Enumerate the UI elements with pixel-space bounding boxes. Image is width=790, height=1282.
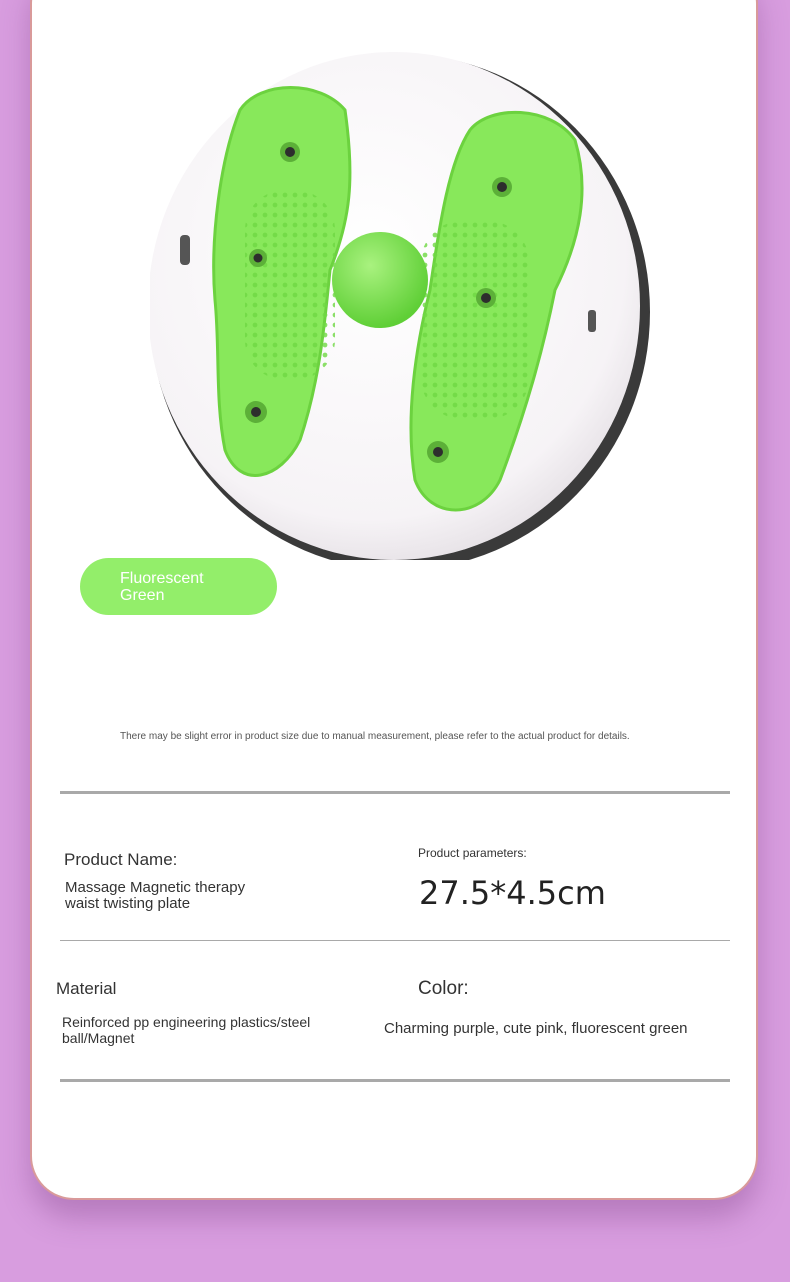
color-tag-label: Fluorescent Green — [120, 570, 204, 604]
color-tag — [80, 558, 277, 615]
color-label: Color: — [418, 978, 469, 999]
product-name-label: Product Name: — [64, 850, 178, 869]
parameters-value: 27.5*4.5cm — [419, 874, 606, 912]
divider-middle — [60, 940, 730, 941]
material-label: Material — [56, 979, 117, 998]
parameters-label: Product parameters: — [418, 846, 527, 860]
color-value: Charming purple, cute pink, fluorescent green — [384, 1020, 688, 1037]
divider-top — [60, 791, 730, 794]
material-value: Reinforced pp engineering plastics/steel ball/Magnet — [62, 1014, 311, 1046]
size-disclaimer: There may be slight error in product size due to manual measurement, please refer to the actual product for details. — [120, 731, 630, 742]
divider-bottom — [60, 1079, 730, 1082]
waist-twisting-plate-image — [150, 20, 660, 560]
product-name-value: Massage Magnetic therapy waist twisting plate — [65, 879, 246, 912]
